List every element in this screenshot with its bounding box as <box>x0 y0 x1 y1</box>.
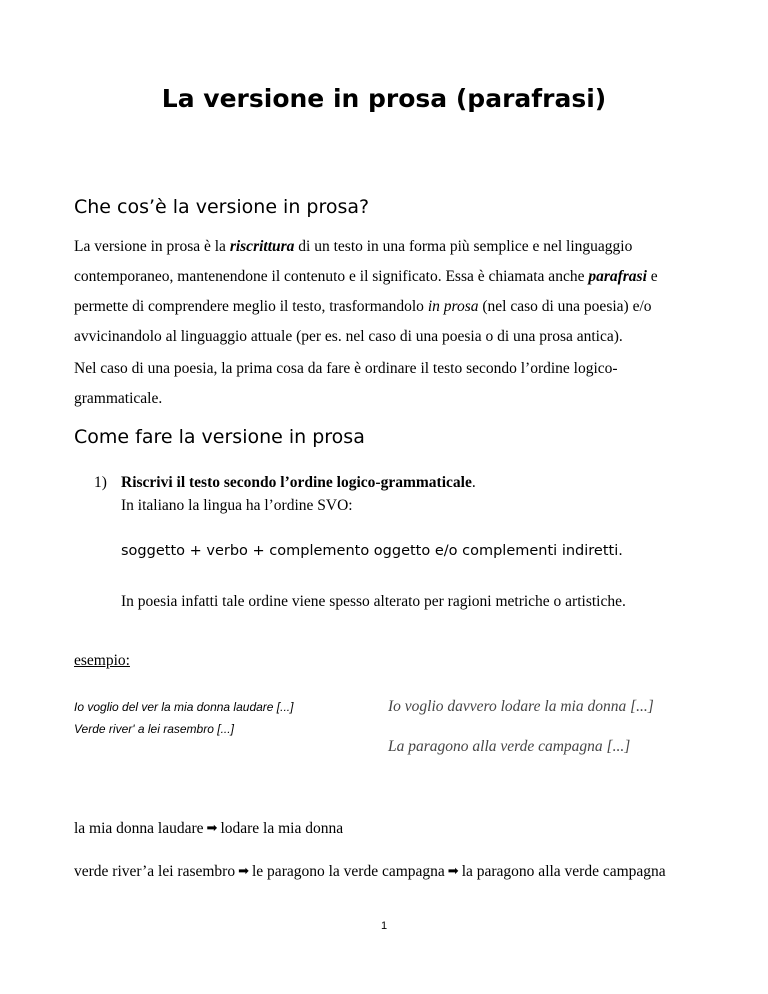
term-parafrasi: parafrasi <box>588 268 647 285</box>
text-run: contemporaneo, mantenendone il contenuto e il significato. Essa è chiamata anche <box>74 268 589 285</box>
term-in-prosa: in prosa <box>427 298 479 315</box>
list-item-1-title <box>121 474 476 492</box>
text-run: permette di comprendere meglio il testo, trasformandolo <box>74 298 428 315</box>
transformation-row-2 <box>74 863 666 881</box>
original-phrase: la mia donna laudare <box>74 820 204 837</box>
page-number: 1 <box>380 920 388 932</box>
term-riscrittura: riscrittura <box>229 238 295 255</box>
poetry-line-2: grammaticale. <box>74 390 163 407</box>
example-paraphrase-line-2: La paragono alla verde campagna [...] <box>388 738 631 755</box>
list-number: 1) <box>94 474 107 491</box>
text-run: . <box>471 474 476 491</box>
transformed-phrase: la paragono alla verde campagna <box>461 863 666 880</box>
text-run: di un testo in una forma più semplice e nel linguaggio <box>294 238 633 255</box>
intro-paragraph <box>74 232 714 352</box>
page-title: La versione in prosa (parafrasi) <box>161 84 607 113</box>
svo-formula: soggetto + verbo + complemento oggetto e/o complementi indiretti. <box>121 543 623 559</box>
intro-line-4: avvicinandolo al linguaggio attuale (per es. nel caso di una poesia o di una prosa antica). <box>74 328 623 345</box>
text-run: La versione in prosa è la <box>74 238 230 255</box>
example-original-line-1: Io voglio del ver la mia donna laudare [...] <box>74 700 294 714</box>
poetry-paragraph <box>74 354 714 414</box>
example-original-line-2: Verde river' a lei rasembro [...] <box>74 722 234 736</box>
text-run: e <box>646 268 658 285</box>
svo-order-text: In italiano la lingua ha l’ordine SVO: <box>121 497 353 514</box>
example-paraphrase-line-1: Io voglio davvero lodare la mia donna [...] <box>388 698 654 715</box>
intro-line-3 <box>74 292 714 322</box>
text-run: (nel caso di una poesia) e/o <box>478 298 652 315</box>
poetry-note: In poesia infatti tale ordine viene spesso alterato per ragioni metriche o artistiche. <box>121 593 626 610</box>
list-item-bold-text: Riscrivi il testo secondo l’ordine logico-grammaticale <box>121 474 472 491</box>
section-heading-how-to: Come fare la versione in prosa <box>74 426 365 448</box>
right-arrow-icon: ➡ <box>206 820 218 835</box>
intro-line-2 <box>74 262 714 292</box>
section-heading-what-is: Che cos’è la versione in prosa? <box>74 196 370 218</box>
right-arrow-icon: ➡ <box>447 863 459 878</box>
poetry-line-1: Nel caso di una poesia, la prima cosa da fare è ordinare il testo secondo l’ordine logico- <box>74 360 618 377</box>
transformation-row-1 <box>74 820 343 838</box>
intermediate-phrase: le paragono la verde campagna <box>252 863 445 880</box>
intro-line-1 <box>74 232 714 262</box>
transformed-phrase: lodare la mia donna <box>220 820 344 837</box>
original-phrase: verde river’a lei rasembro <box>74 863 236 880</box>
right-arrow-icon: ➡ <box>238 863 249 878</box>
example-label: esempio: <box>74 652 130 669</box>
